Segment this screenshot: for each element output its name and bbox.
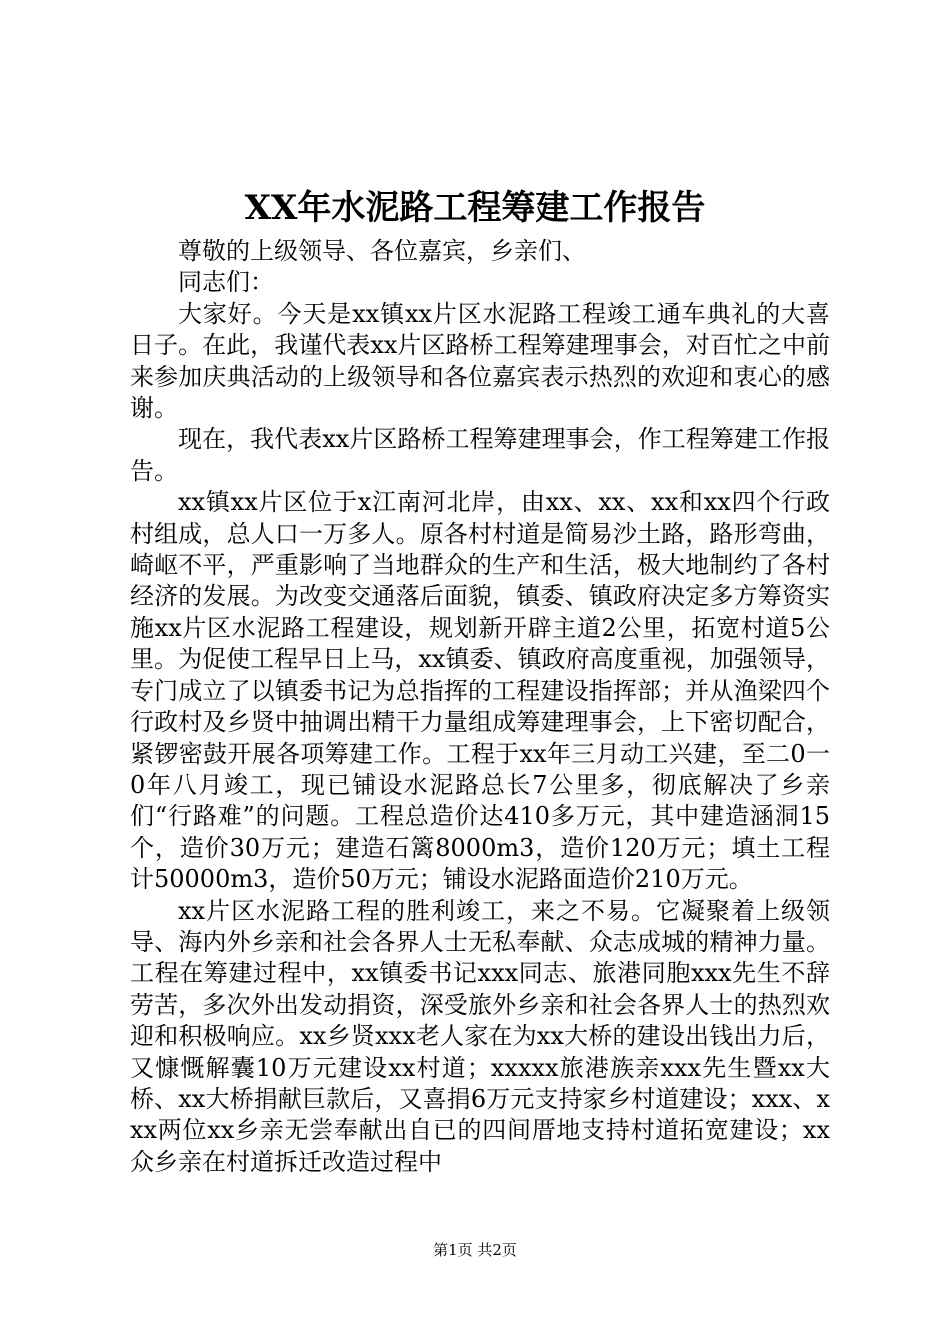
- body-paragraph: 大家好。今天是xx镇xx片区水泥路工程竣工通车典礼的大喜日子。在此，我谨代表xx片区路桥工程筹建理事会，对百忙之中前来参加庆典活动的上级领导和各位嘉宾表示热烈的欢迎和衷心的感谢。: [130, 299, 830, 423]
- document-title: XX年水泥路工程筹建工作报告: [244, 188, 706, 228]
- body-paragraph: 现在，我代表xx片区路桥工程筹建理事会，作工程筹建工作报告。: [130, 425, 830, 485]
- body-paragraph: xx镇xx片区位于x江南河北岸，由xx、xx、xx和xx四个行政村组成，总人口一万多人。原各村村道是简易沙土路，路形弯曲，崎岖不平，严重影响了当地群众的生产和生活，极大地制约了各村经济的发展。为改变交通落后面貌，镇委、镇政府决定多方筹资实施xx片区水泥路工程建设，规划新开辟主道2公里，拓宽村道5公里。为促使工程早日上马，xx镇委、镇政府高度重视，加强领导，专门成立了以镇委书记为总指挥的工程建设指挥部；并从渔梁四个行政村及乡贤中抽调出精干力量组成筹建理事会，上下密切配合，紧锣密鼓开展各项筹建工作。工程于xx年三月动工兴建，至二0一0年八月竣工，现已铺设水泥路总长7公里多，彻底解决了乡亲们“行路难”的问题。工程总造价达410多万元，其中建造涵洞15个，造价30万元；建造石篱8000m3，造价120万元；填土工程计50000m3，造价50万元；铺设水泥路面造价210万元。: [130, 488, 830, 894]
- document-body: [130, 236, 830, 1178]
- page-number: 第1页: [433, 1241, 473, 1259]
- salutation-line: 尊敬的上级领导、各位嘉宾，乡亲们、: [178, 237, 586, 265]
- page-footer: [0, 1240, 950, 1260]
- body-paragraph: xx片区水泥路工程的胜利竣工，来之不易。它凝聚着上级领导、海内外乡亲和社会各界人士无私奉献、众志成城的精神力量。工程在筹建过程中，xx镇委书记xxx同志、旅港同胞xxx先生不辞劳苦，多次外出发动捐资，深受旅外乡亲和社会各界人士的热烈欢迎和积极响应。xx乡贤xxx老人家在为xx大桥的建设出钱出力后，又慷慨解囊10万元建设xx村道；xxxxx旅港族亲xxx先生暨xx大桥、xx大桥捐献巨款后，又喜捐6万元支持家乡村道建设；xxx、xxx两位xx乡亲无尝奉献出自已的四间厝地支持村道拓宽建设；xx众乡亲在村道拆迁改造过程中: [130, 896, 830, 1176]
- salutation-line: 同志们：: [178, 268, 274, 297]
- page-total: 共2页: [477, 1241, 517, 1259]
